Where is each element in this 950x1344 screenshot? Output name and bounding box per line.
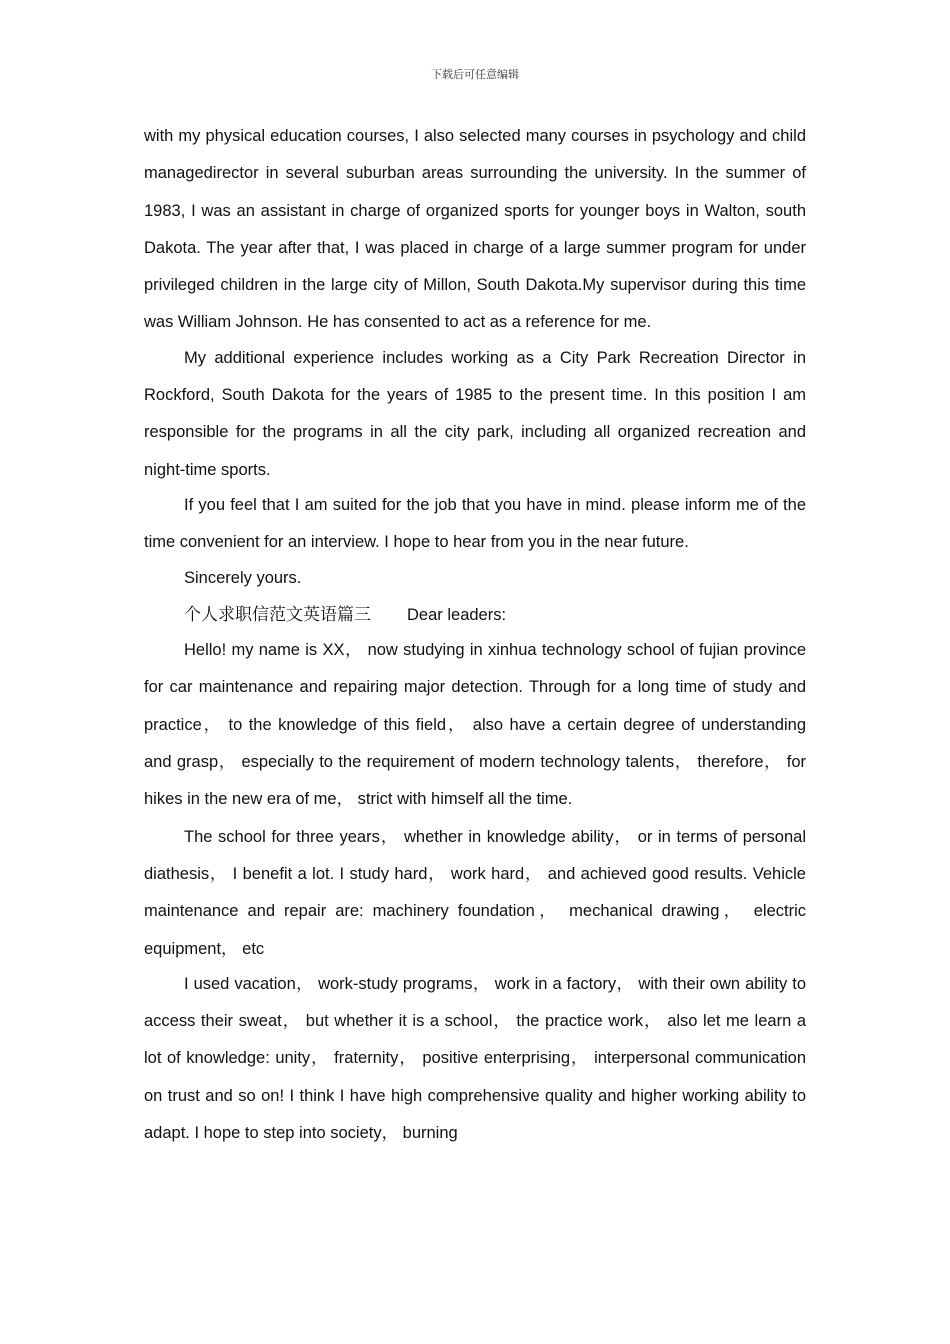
paragraph-education: with my physical education courses, I also selected many courses in psychology and child managedirector in several suburban areas surrounding the university. In the summer of 1983, I was an assistant in charge of organized sports for younger boys in Walton, south Dakota. The year after that, I was placed in charge of a large summer program for under privileged children in the large city of Millon, South Dakota.My supervisor during this time was William Johnson. He has consented to act as a reference for me. xyxy=(144,127,806,332)
paragraph-request: If you feel that I am suited for the job that you have in mind. please inform me of the time convenient for an interview. I hope to hear from you in the near future. xyxy=(144,495,806,552)
page-header-note: 下载后可任意编辑 xyxy=(431,68,519,81)
section-heading-line xyxy=(144,597,806,634)
paragraph-experience: My additional experience includes working as a City Park Recreation Director in Rockford, South Dakota for the years of 1985 to the present time. In this position I am responsible for the programs in all the city park, including all organized recreation and night-time sports. xyxy=(144,348,806,479)
document-body xyxy=(144,118,806,1152)
paragraph-introduction: Hello! my name is XX， now studying in xinhua technology school of fujian province for car maintenance and repairing major detection. Through for a long time of study and practice， to the knowledge of this field， also have a certain degree of understanding and grasp， especially to the requirement of modern technology talents， therefore， for hikes in the new era of me， strict with himself all the time. xyxy=(144,641,806,809)
section-heading: 个人求职信范文英语篇三 xyxy=(184,604,371,625)
salutation: Dear leaders: xyxy=(407,605,507,624)
paragraph-school: The school for three years， whether in knowledge ability， or in terms of personal diathesis， I benefit a lot. I study hard， work hard， and achieved good results. Vehicle maintenance and repair are: machinery foundation， mechanical drawing， electric equipment， etc xyxy=(144,827,806,958)
paragraph-vacation: I used vacation， work-study programs， work in a factory， with their own ability to access their sweat， but whether it is a school， the practice work， also let me learn a lot of knowledge: unity， fraternity， positive enterprising， interpersonal communication on trust and so on! I think I have high comprehensive quality and higher working ability to adapt. I hope to step into society， burning xyxy=(144,974,806,1143)
closing-line: Sincerely yours. xyxy=(184,568,302,587)
